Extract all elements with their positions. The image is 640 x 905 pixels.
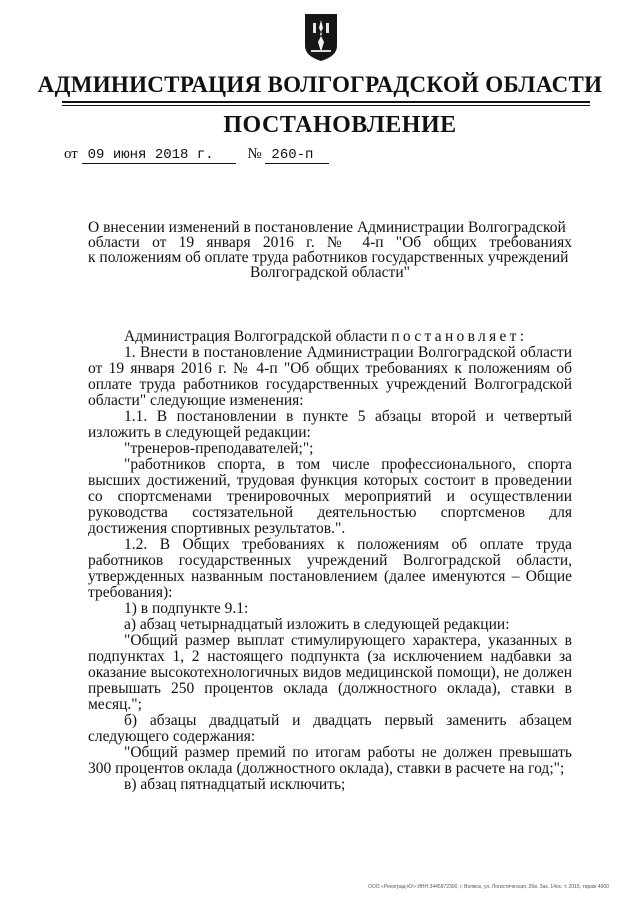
date-prefix: от bbox=[64, 146, 78, 162]
body-paragraph: 1) в подпункте 9.1: bbox=[124, 600, 249, 617]
body-paragraph: "тренеров-преподавателей;"; bbox=[124, 440, 314, 457]
header-rule-thick bbox=[62, 101, 590, 103]
preamble-text: Администрация Волгоградской области bbox=[124, 328, 388, 345]
body-paragraph: а) абзац четырнадцатый изложить в следующей редакции: bbox=[124, 616, 510, 633]
document-type-title: ПОСТАНОВЛЕНИЕ bbox=[223, 112, 457, 138]
body-paragraph: 1.1. В постановлении в пункте 5 абзацы второй и четвертый изложить в следующей редакции: bbox=[88, 408, 572, 441]
body-paragraph: "работников спорта, в том числе профессионального, спорта высших достижений, трудовая функция которых состоит в проведении со спортсменами тренировочных мероприятий и осуществлении руководства состязательной деятельностью спортсменов для достижения спортивных результатов.". bbox=[88, 456, 572, 537]
body-paragraph: "Общий размер выплат стимулирующего характера, указанных в подпунктах 1, 2 настоящего подпункта (за исключением надбавки за оказание высокотехнологичных видов медицинской помощи), не должен превышать 250 процентов оклада (должностного оклада), ставки в месяц."; bbox=[88, 632, 572, 713]
date-number-line bbox=[64, 146, 329, 164]
header-rule-thin bbox=[62, 105, 590, 106]
organization-name: АДМИНИСТРАЦИЯ ВОЛГОГРАДСКОЙ ОБЛАСТИ bbox=[37, 72, 603, 97]
body-paragraph: в) абзац пятнадцатый исключить; bbox=[124, 776, 346, 793]
document-number: 260-п bbox=[265, 147, 329, 164]
subject-line: Волгоградской области" bbox=[250, 264, 410, 281]
preamble bbox=[88, 329, 572, 345]
body-paragraph: 1. Внести в постановление Администрации Волгоградской области от 19 января 2016 г. № 4-п "Об общих требованиях к положениям об оплате труда работников государственных учреждений Волгоградской области" следующие изменения: bbox=[88, 344, 572, 409]
document-date: 09 июня 2018 г. bbox=[82, 147, 236, 164]
subject-line: О внесении изменений в постановление Администрации Волгоградской bbox=[88, 219, 566, 236]
body-paragraph: б) абзацы двадцатый и двадцать первый заменить абзацем следующего содержания: bbox=[88, 712, 572, 745]
coat-of-arms-emblem bbox=[303, 12, 339, 62]
document-subject bbox=[88, 220, 572, 280]
printer-imprint: ООО «Реноград-КУ» ИНН 3445972300, г. Волжск, ул. Логистическая, 26в. Зак. 14ос. т. 2015, тираж 4000 bbox=[368, 884, 609, 890]
preamble-verb: постановляет: bbox=[391, 328, 528, 345]
subject-line: области от 19 января 2016 г. № 4-п "Об общих требованиях bbox=[88, 234, 572, 251]
subject-line: к положениям об оплате труда работников государственных учреждений bbox=[88, 249, 569, 266]
document-body bbox=[88, 329, 572, 793]
body-paragraph: 1.2. В Общих требованиях к положениям об оплате труда работников государственных учреждений Волгоградской области, утвержденных названным постановлением (далее именуются – Общие требования): bbox=[88, 536, 572, 601]
number-prefix: № bbox=[247, 146, 262, 162]
body-paragraph: "Общий размер премий по итогам работы не должен превышать 300 процентов оклада (должностного оклада), ставки в расчете на год;"; bbox=[88, 744, 572, 777]
